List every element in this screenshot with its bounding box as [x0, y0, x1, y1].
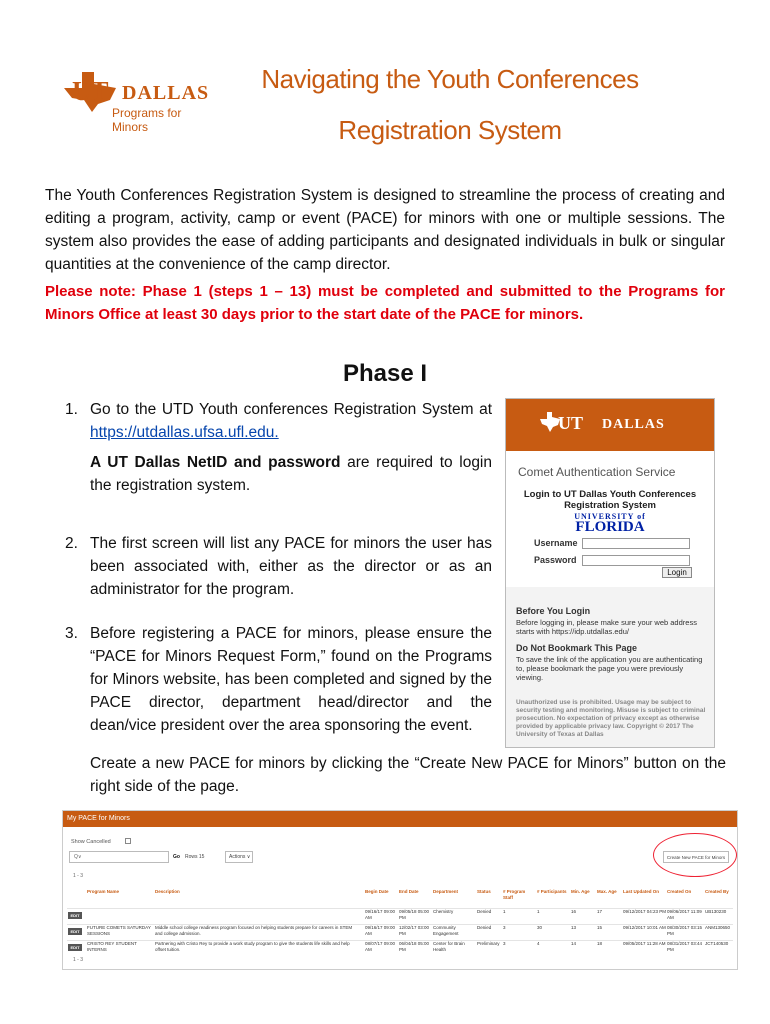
- table-cell-desc: Middle school college readiness program focused on helping students prepare for careers in STEM and college admission.: [155, 925, 353, 936]
- column-header[interactable]: # Program Staff: [503, 889, 526, 900]
- registration-system-link[interactable]: https://utdallas.ufsa.ufl.edu.: [90, 424, 279, 441]
- app-title-bar: My PACE for Minors: [63, 811, 737, 827]
- table-cell-participants: 30: [537, 925, 543, 930]
- table-cell-participants: 1: [537, 909, 540, 914]
- table-cell-max: 17: [597, 909, 603, 914]
- table-cell-end: 09/05/18 05:00 PM: [399, 909, 430, 920]
- table-cell-staff: 1: [503, 909, 506, 914]
- column-header[interactable]: Last Updated On: [623, 889, 660, 894]
- password-field[interactable]: [582, 555, 690, 566]
- my-pace-screenshot: [62, 810, 738, 970]
- table-cell-begin: 08/07/17 09:00 AM: [365, 941, 396, 952]
- table-cell-max: 15: [597, 925, 603, 930]
- login-header-band: [506, 399, 714, 451]
- table-cell-begin: 09/16/17 09:00 AM: [365, 909, 396, 920]
- search-input[interactable]: Q∨: [69, 851, 169, 863]
- column-header[interactable]: Status: [477, 889, 491, 894]
- table-cell-by: UB130230: [705, 909, 727, 914]
- logo-subtitle: Programs for Minors: [112, 106, 182, 134]
- table-cell-updated: 09/12/2017 04:23 PM: [623, 909, 667, 914]
- column-header[interactable]: Description: [155, 889, 180, 894]
- login-logo-ut: UT: [558, 413, 584, 433]
- password-label: Password: [534, 555, 577, 565]
- step-1-login-text: are required to login the registration system.: [90, 454, 492, 494]
- table-cell-name: FUTURE COMETS SATURDAY SESSIONS: [87, 925, 151, 936]
- show-cancelled-label: Show Cancelled: [71, 839, 111, 845]
- uf-logo-top: UNIVERSITY of: [574, 512, 646, 521]
- table-cell-created: 09/06/2017 11:09 AM: [667, 909, 702, 920]
- step-2-text: The first screen will list any PACE for minors the user has been associated with, either as the director or as an administrator for the program.: [90, 535, 492, 598]
- rows-select[interactable]: Rows 15: [185, 854, 205, 860]
- edit-button[interactable]: EDIT: [68, 912, 82, 919]
- step-1-login-note: [90, 451, 492, 497]
- login-screenshot: [505, 398, 715, 748]
- step-3-number: 3.: [65, 625, 78, 642]
- actions-menu[interactable]: Actions ∨: [225, 851, 253, 863]
- table-cell-created: 08/30/2017 03:15 PM: [667, 925, 703, 936]
- column-header[interactable]: Min. Age: [571, 889, 590, 894]
- table-cell-created: 08/31/2017 03:44 PM: [667, 941, 703, 952]
- table-cell-status: Denied: [477, 909, 492, 914]
- column-header[interactable]: Begin Date: [365, 889, 389, 894]
- table-cell-status: Denied: [477, 925, 492, 930]
- username-field[interactable]: [582, 538, 690, 549]
- table-cell-updated: 09/05/2017 11:28 AM: [623, 941, 666, 946]
- unauthorized-warning: Unauthorized use is prohibited. Usage may be subject to security testing and monitoring. Misuse is subject to criminal prosecution. No expectation of privacy except as otherwise provided by applicable privacy law. Copyright © 2017 The University of Texas at Dallas: [516, 699, 706, 738]
- utd-programs-for-minors-logo: [60, 68, 210, 134]
- table-cell-max: 18: [597, 941, 603, 946]
- table-cell-min: 13: [571, 925, 577, 930]
- uf-logo-name: FLORIDA: [575, 519, 645, 535]
- cas-title: Comet Authentication Service: [518, 465, 676, 479]
- page-title-line2: Registration System: [338, 115, 562, 145]
- login-logo-dallas: DALLAS: [602, 417, 665, 432]
- edit-button[interactable]: EDIT: [68, 944, 82, 951]
- table-cell-dept: Center for Brain Health: [433, 941, 465, 952]
- login-button[interactable]: Login: [662, 567, 692, 578]
- table-cell-staff: 3: [503, 925, 506, 930]
- column-header[interactable]: # Participants: [537, 889, 567, 894]
- table-cell-name: CRISTO REY STUDENT INTERNS: [87, 941, 137, 952]
- table-cell-updated: 09/12/2017 10:01 AM: [623, 925, 666, 930]
- create-new-pace-button[interactable]: Create New PACE for Minors: [663, 851, 729, 863]
- intro-paragraph: The Youth Conferences Registration System is designed to streamline the process of creating and editing a program, activity, camp or event (PACE) for minors with one or multiple sessions. The system also provides the ease of adding participants and designated individuals in bulk or singular quantities at the convenience of the camp director.: [45, 187, 725, 273]
- page-title-line1: Navigating the Youth Conferences: [261, 64, 639, 94]
- step-1-text: Go to the UTD Youth conferences Registration System at: [90, 401, 492, 418]
- table-cell-by: ANM130650: [705, 925, 731, 930]
- table-cell-end: 06/04/18 05:00 PM: [399, 941, 430, 952]
- step-1-number: 1.: [65, 401, 78, 418]
- bookmark-text: To save the link of the application you are authenticating to, please bookmark the page you were previously viewing.: [516, 655, 703, 682]
- edit-button[interactable]: EDIT: [68, 928, 82, 935]
- logo-ut-text: UT: [72, 76, 108, 106]
- table-cell-by: JCT140530: [705, 941, 729, 946]
- netid-requirement: A UT Dallas NetID and password: [90, 454, 341, 471]
- table-cell-begin: 09/16/17 09:00 AM: [365, 925, 396, 936]
- pagination-top: 1 - 3: [73, 873, 84, 879]
- table-cell-staff: 3: [503, 941, 506, 946]
- before-login-text: Before logging in, please make sure your web address starts with https://idp.utdallas.edu/: [516, 618, 697, 636]
- table-cell-status: Preliminary: [477, 941, 500, 946]
- create-pace-instruction: Create a new PACE for minors by clicking the “Create New PACE for Minors” button on the right side of the page.: [90, 755, 726, 795]
- table-cell-dept: Community Engagement: [433, 925, 459, 936]
- table-cell-min: 14: [571, 941, 577, 946]
- important-note: Please note: Phase 1 (steps 1 – 13) must be completed and submitted to the Programs for Minors Office at least 30 days prior to the start date of the PACE for minors.: [45, 283, 725, 323]
- column-header[interactable]: End Date: [399, 889, 419, 894]
- pagination-bottom: 1 - 3: [73, 957, 84, 963]
- logo-dallas-text: DALLAS: [122, 82, 210, 104]
- bookmark-title: Do Not Bookmark This Page: [516, 643, 638, 653]
- phase-heading: Phase I: [342, 360, 428, 387]
- table-cell-participants: 4: [537, 941, 540, 946]
- table-cell-end: 12/02/17 03:00 PM: [399, 925, 430, 936]
- step-1: [90, 398, 492, 444]
- table-cell-min: 16: [571, 909, 577, 914]
- column-header[interactable]: Created On: [667, 889, 692, 894]
- go-button[interactable]: Go: [173, 854, 180, 860]
- show-cancelled-checkbox[interactable]: [125, 838, 131, 844]
- table-cell-dept: Chemistry: [433, 909, 454, 914]
- column-header[interactable]: Max. Age: [597, 889, 617, 894]
- login-to-text: Login to UT Dallas Youth Conferences Registration System: [523, 489, 697, 511]
- before-login-title: Before You Login: [516, 606, 591, 616]
- column-header[interactable]: Created By: [705, 889, 729, 894]
- username-label: Username: [534, 538, 578, 548]
- column-header[interactable]: Department: [433, 889, 459, 894]
- step-2-number: 2.: [65, 535, 78, 552]
- column-header[interactable]: Program Name: [87, 889, 120, 894]
- step-3-text: Before registering a PACE for minors, please ensure the “PACE for Minors Request Form,” found on the Programs for Minors website, has been completed and signed by the PACE director, department head/director and the dean/vice president over the area sponsoring the event.: [90, 625, 492, 734]
- table-cell-desc: Partnering with Cristo Rey to provide a work study program to give the students life skills and help offset tuition.: [155, 941, 350, 952]
